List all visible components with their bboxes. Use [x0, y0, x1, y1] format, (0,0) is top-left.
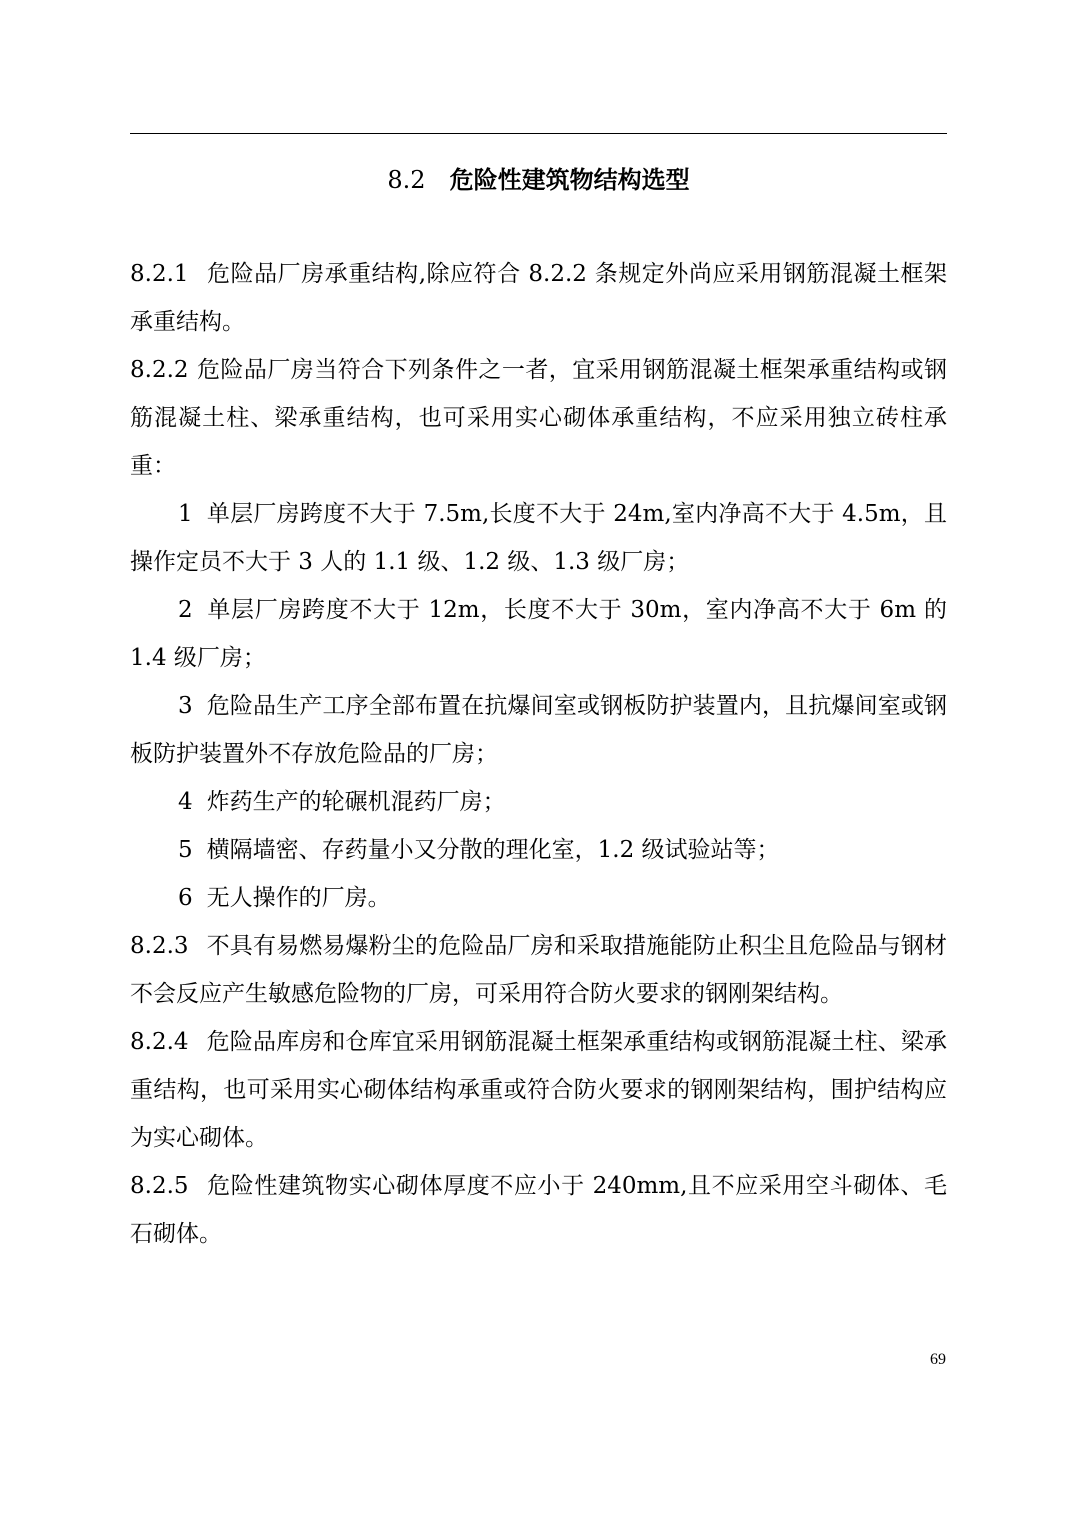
- list-item-3: [130, 682, 947, 778]
- item-number: 1: [178, 501, 193, 527]
- header-rule: [130, 133, 947, 134]
- clause-number: 8.2.5: [130, 1173, 189, 1199]
- item-text: 单层厂房跨度不大于 12m，长度不大于 30m，室内净高不大于 6m 的 1.4 级厂房；: [130, 597, 947, 671]
- item-text: 炸药生产的轮碾机混药厂房；: [206, 789, 506, 815]
- item-text: 无人操作的厂房。: [206, 885, 391, 911]
- clause-text: 危险品库房和仓库宜采用钢筋混凝土框架承重结构或钢筋混凝土柱、梁承重结构，也可采用实心砌体结构承重或符合防火要求的钢刚架结构，围护结构应为实心砌体。: [130, 1029, 947, 1151]
- clause-number: 8.2.1: [130, 261, 189, 287]
- clause-number: 8.2.4: [130, 1029, 189, 1055]
- section-title: 危险性建筑物结构选型: [449, 165, 690, 194]
- clause-text: 危险性建筑物实心砌体厚度不应小于 240mm,且不应采用空斗砌体、毛石砌体。: [130, 1173, 947, 1247]
- clause-text: 不具有易燃易爆粉尘的危险品厂房和采取措施能防止积尘且危险品与钢材不会反应产生敏感危险物的厂房，可采用符合防火要求的钢刚架结构。: [130, 933, 947, 1007]
- clause-text: 危险品厂房当符合下列条件之一者，宜采用钢筋混凝土框架承重结构或钢筋混凝土柱、梁承重结构，也可采用实心砌体承重结构，不应采用独立砖柱承重：: [130, 357, 947, 479]
- clause-8-2-3: [130, 922, 947, 1018]
- clause-text: 危险品厂房承重结构,除应符合 8.2.2 条规定外尚应采用钢筋混凝土框架承重结构。: [130, 261, 947, 335]
- list-item-5: [130, 826, 947, 874]
- section-heading: [130, 160, 947, 200]
- list-item-6: [130, 874, 947, 922]
- item-number: 4: [178, 789, 193, 815]
- clause-8-2-2: [130, 346, 947, 490]
- item-text: 危险品生产工序全部布置在抗爆间室或钢板防护装置内，且抗爆间室或钢板防护装置外不存放危险品的厂房；: [130, 693, 947, 767]
- clause-number: 8.2.3: [130, 933, 189, 959]
- clause-8-2-5: [130, 1162, 947, 1258]
- section-number: 8.2: [387, 166, 426, 194]
- item-text: 单层厂房跨度不大于 7.5m,长度不大于 24m,室内净高不大于 4.5m，且操作定员不大于 3 人的 1.1 级、1.2 级、1.3 级厂房；: [130, 501, 947, 575]
- list-item-1: [130, 490, 947, 586]
- item-number: 6: [178, 885, 193, 911]
- page-number: 69: [930, 1351, 946, 1368]
- item-number: 5: [178, 837, 193, 863]
- list-item-2: [130, 586, 947, 682]
- item-number: 3: [178, 693, 193, 719]
- item-number: 2: [178, 597, 193, 623]
- document-body: [130, 250, 947, 1258]
- clause-8-2-4: [130, 1018, 947, 1162]
- clause-8-2-1: [130, 250, 947, 346]
- item-text: 横隔墙密、存药量小又分散的理化室，1.2 级试验站等；: [206, 837, 780, 863]
- list-item-4: [130, 778, 947, 826]
- clause-number: 8.2.2: [130, 357, 189, 383]
